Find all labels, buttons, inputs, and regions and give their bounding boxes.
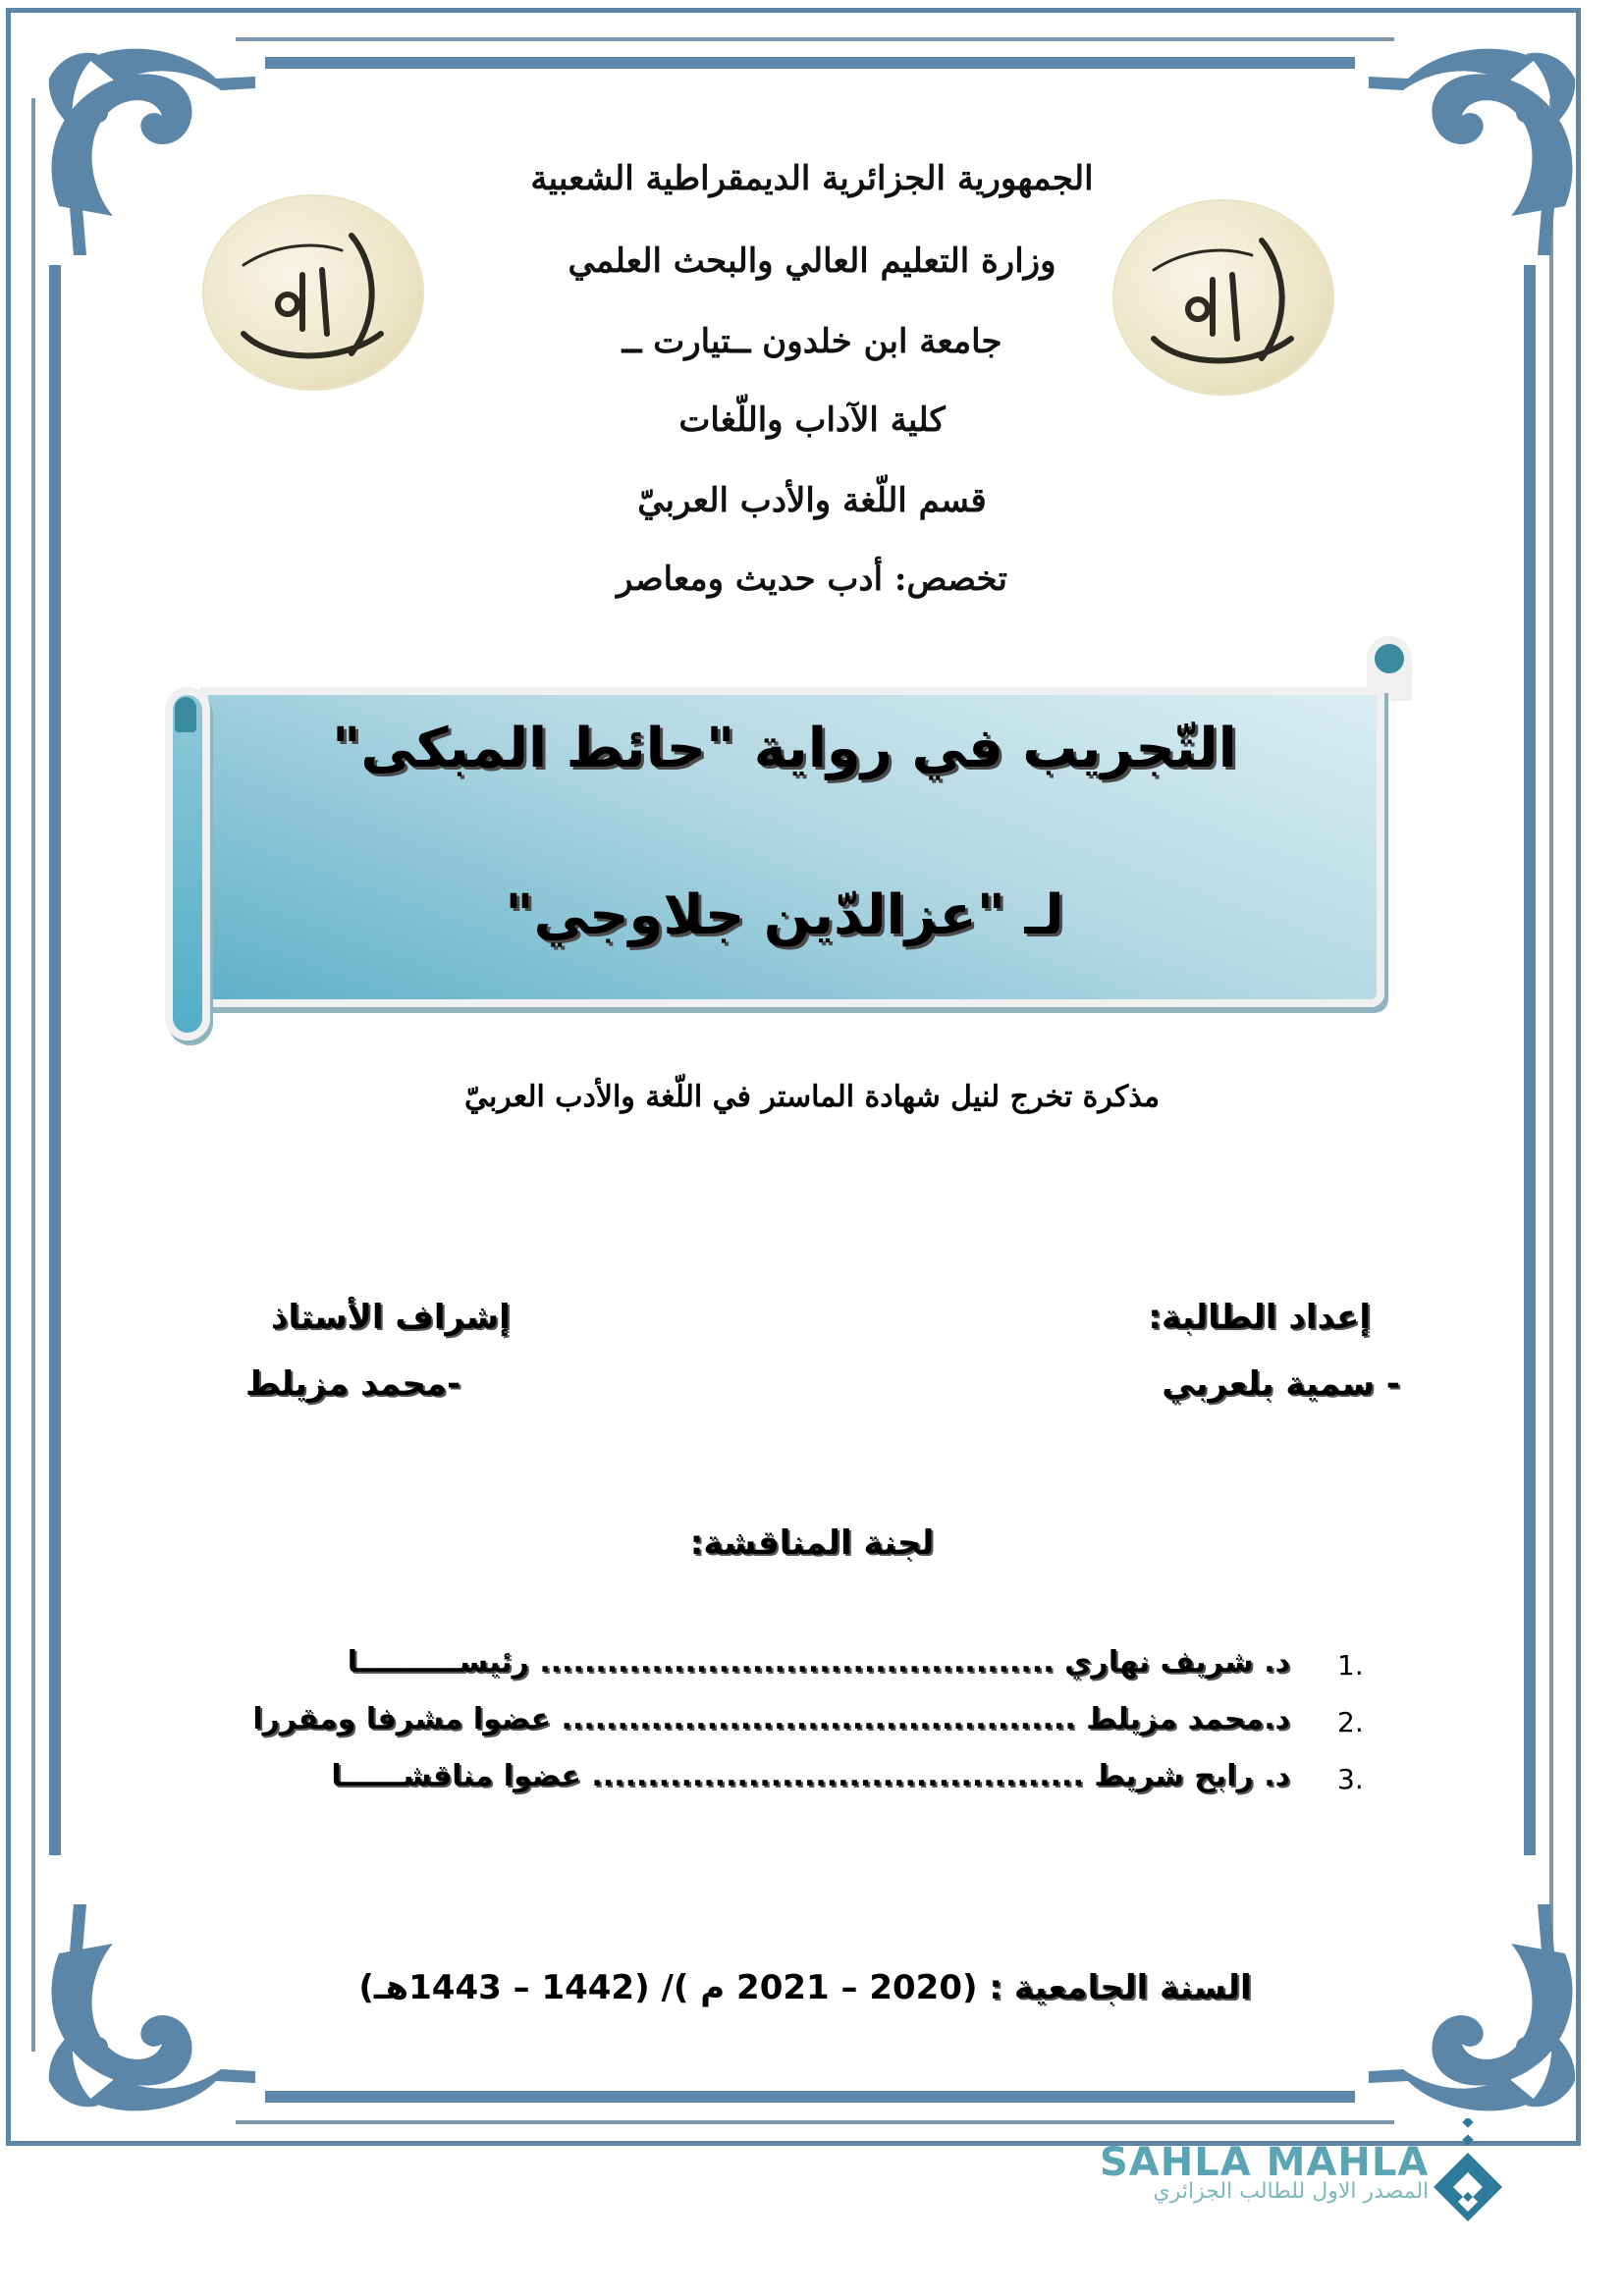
scroll-curl-left — [175, 697, 196, 732]
supervisor-label: إشراف الأستاذ — [271, 1298, 511, 1337]
member-role: رئيســــــــــا — [347, 1645, 529, 1680]
bottom-inner-line — [265, 2091, 1355, 2103]
watermark-brand: SAHLA MAHLA — [1100, 2140, 1430, 2185]
ministry-name: وزارة التعليم العالي والبحث العلمي — [568, 241, 1056, 281]
left-thin-line — [31, 98, 35, 2052]
member-number: 2. — [1337, 1706, 1364, 1738]
sahla-mahla-logo-icon — [1429, 2118, 1507, 2226]
leader-dots: ............................................ — [591, 1759, 1084, 1793]
university-seal-icon — [1114, 201, 1332, 394]
leader-dots: .............................................. — [561, 1702, 1076, 1736]
academic-year — [334, 1968, 1276, 2007]
member-name: د. شريف نهاري — [1064, 1645, 1290, 1680]
committee-title: لجنة المناقشة: — [689, 1523, 935, 1563]
title-banner — [165, 636, 1412, 1048]
student-name: - سمية بلعربي — [1162, 1364, 1400, 1404]
corner-ornament-icon — [20, 1885, 275, 2140]
member-role: عضوا مشرفا ومقررا — [252, 1702, 552, 1736]
academic-year-label: السنة الجامعية : — [989, 1968, 1252, 2007]
member-number: 3. — [1337, 1763, 1364, 1795]
supervisor-name: -محمد مزيلط — [245, 1364, 461, 1404]
university-seal-right — [1114, 201, 1332, 394]
watermark — [1100, 2140, 1429, 2204]
thesis-purpose: مذكرة تخرج لنيل شهادة الماستر في اللّغة والأدب العربيّ — [463, 1080, 1161, 1114]
corner-ornament-icon — [1349, 1885, 1604, 2140]
university-name: جامعة ابن خلدون ــتيارت ــ — [622, 322, 1002, 361]
top-inner-line — [265, 57, 1355, 69]
member-name: د.محمد مزيلط — [1086, 1702, 1290, 1736]
right-thin-line — [1549, 98, 1553, 2052]
faculty-name: كلية الآداب واللّغات — [678, 400, 946, 440]
thesis-title: التّجريب في رواية "حائط المبكى" — [332, 717, 1237, 780]
member-role: عضوا مناقشــــــا — [331, 1759, 581, 1793]
academic-year-value: (2020 – 2021 م )/ (1442 – 1443هـ) — [358, 1968, 978, 2007]
member-number: 1. — [1337, 1649, 1364, 1682]
watermark-tagline: المصدر الاول للطالب الجزائري — [1153, 2179, 1430, 2204]
thesis-author: لـ "عزالدّين جلاوجي" — [505, 883, 1064, 947]
specialization: تخصص: أدب حديث ومعاصر — [617, 560, 1007, 599]
member-name: د. رابح شريط — [1094, 1759, 1290, 1793]
corner-ornament-icon — [1349, 20, 1604, 275]
leader-dots: .............................................. — [539, 1645, 1055, 1680]
republic-name: الجمهورية الجزائرية الديمقراطية الشعبية — [530, 159, 1094, 198]
department-name: قسم اللّغة والأدب العربيّ — [637, 481, 987, 520]
student-label: إعداد الطالبة: — [1148, 1298, 1371, 1337]
bottom-thin-line — [236, 2120, 1394, 2124]
top-thin-line — [236, 37, 1394, 41]
